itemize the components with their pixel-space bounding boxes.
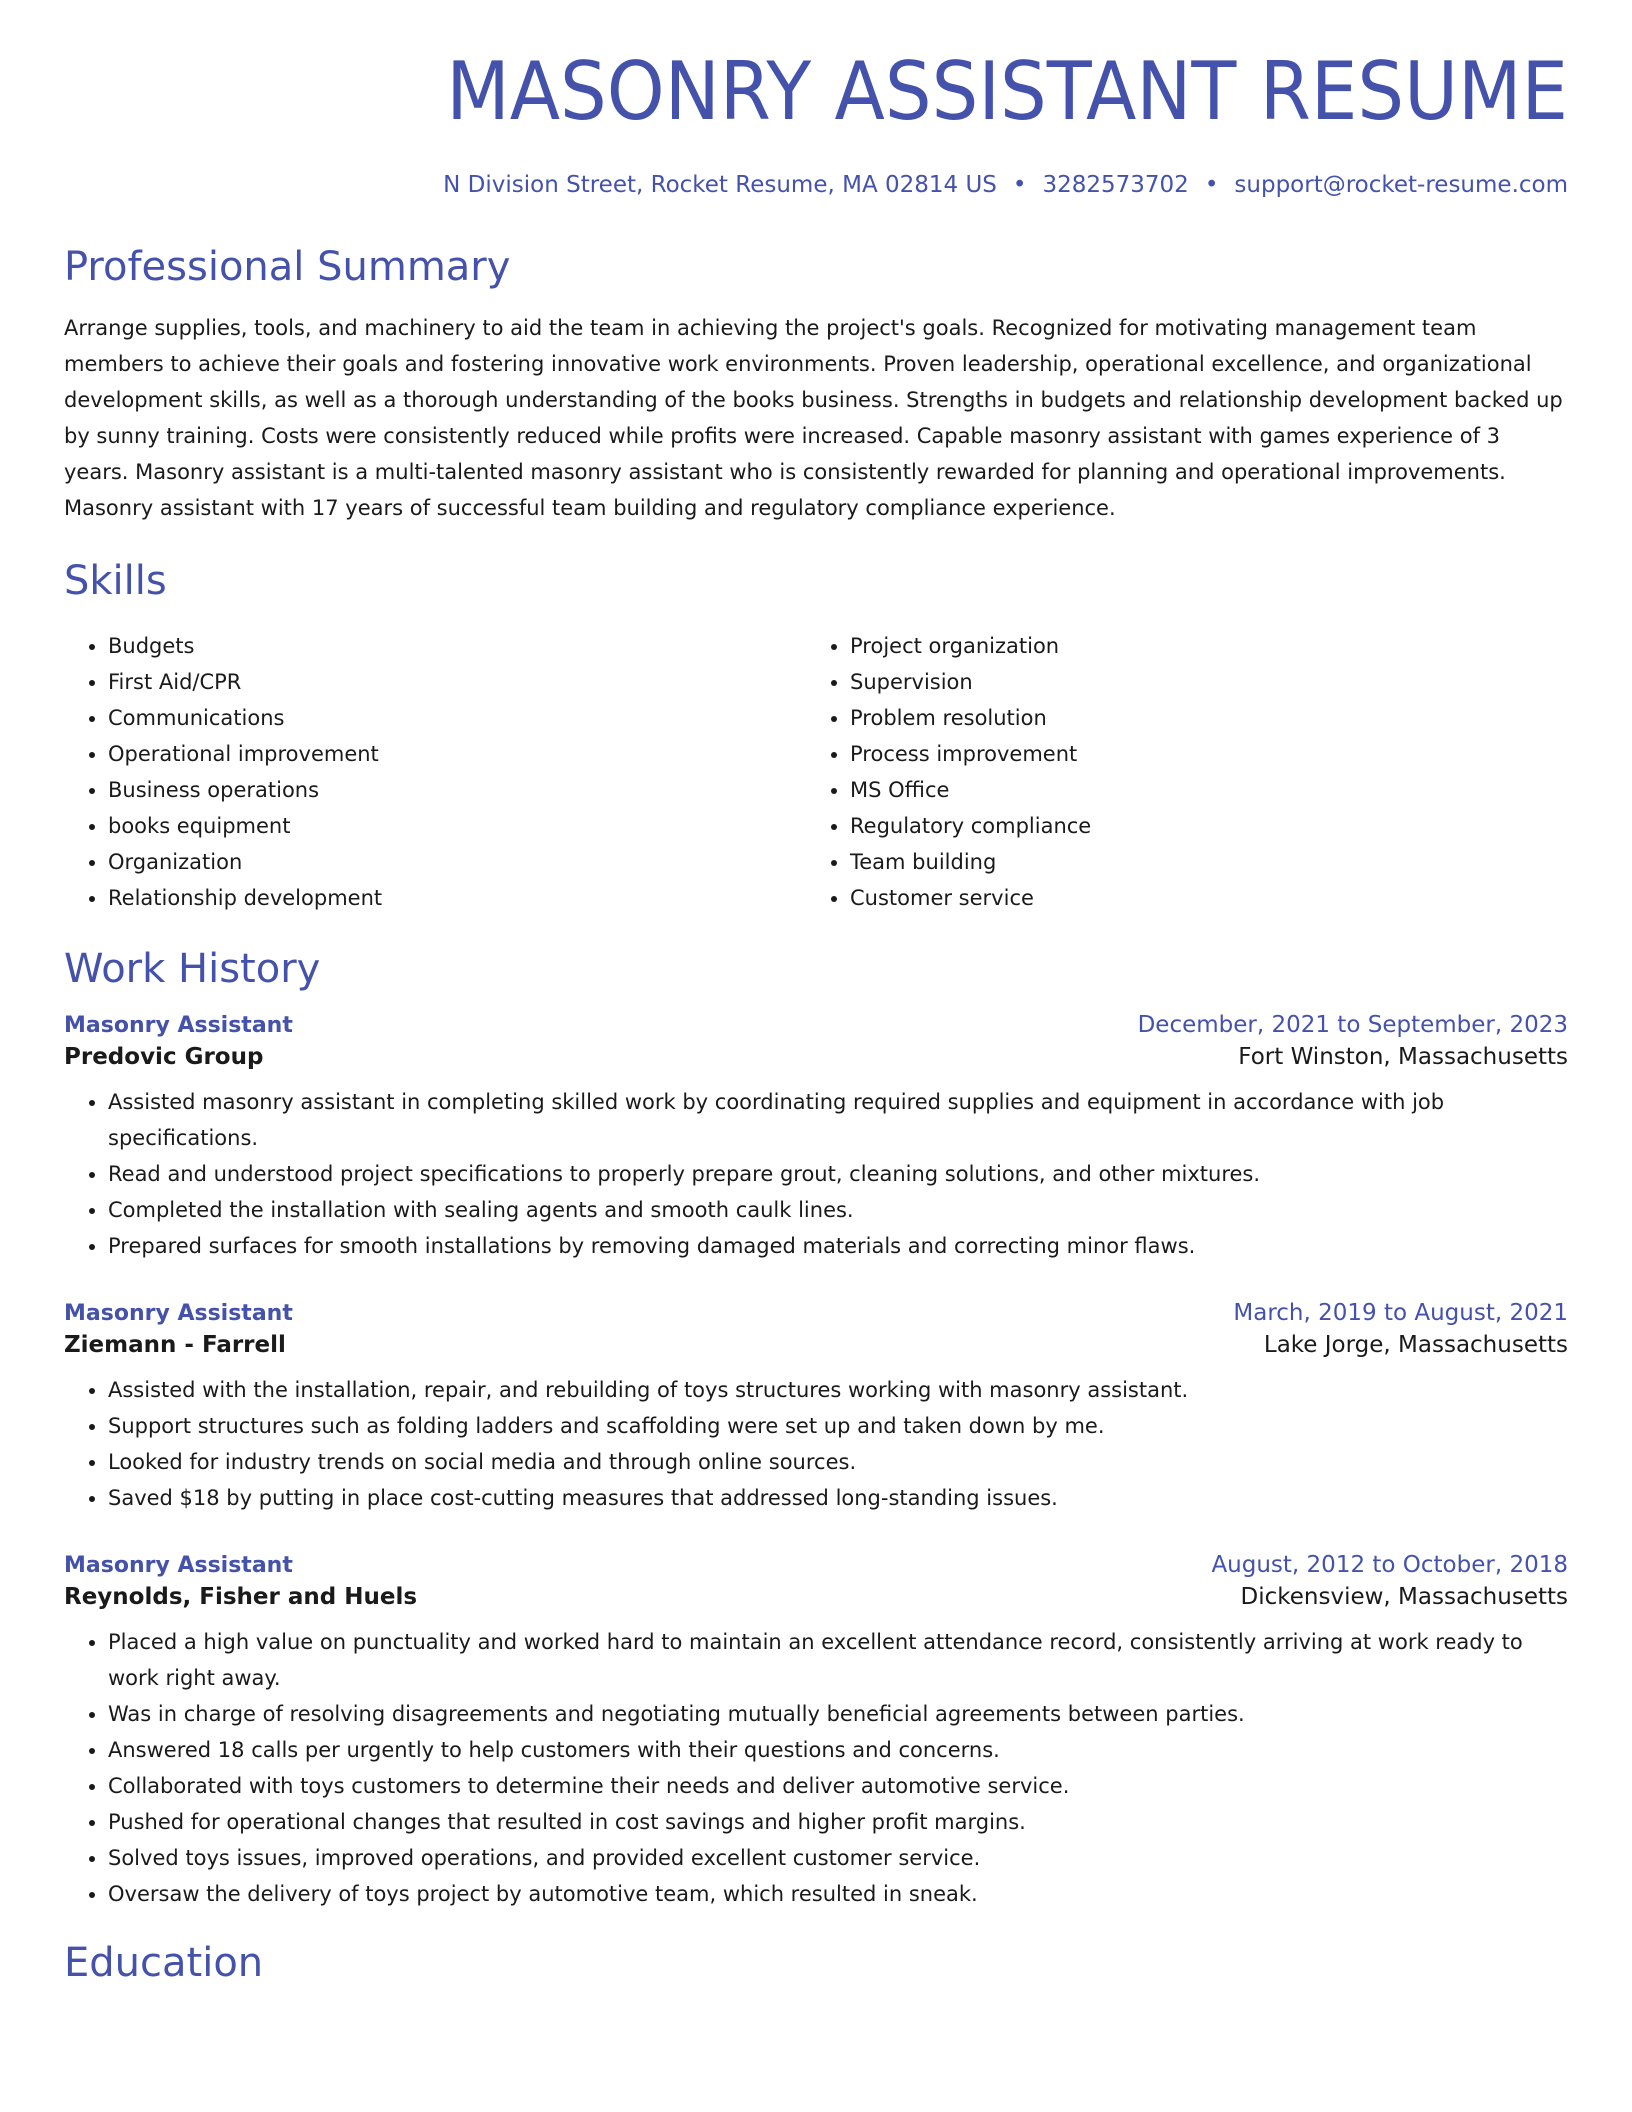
contact-separator: • xyxy=(1012,172,1027,198)
job-bullet: • Read and understood project specifications to properly prepare grout, cleaning solutions, and other mixtures. xyxy=(108,1156,1568,1192)
job-subheader xyxy=(64,1584,1568,1610)
skills-columns xyxy=(64,628,1568,916)
skill-item: • Communications xyxy=(108,700,806,736)
skill-item: • Organization xyxy=(108,844,806,880)
skill-item: • Team building xyxy=(850,844,1548,880)
job-entry xyxy=(64,1300,1568,1516)
skill-item: • Problem resolution xyxy=(850,700,1548,736)
skill-item: • Project organization xyxy=(850,628,1548,664)
skill-item: • Regulatory compliance xyxy=(850,808,1548,844)
skill-item: • books equipment xyxy=(108,808,806,844)
skill-item: • Relationship development xyxy=(108,880,806,916)
work-history-section xyxy=(64,946,1568,1912)
job-bullet: • Oversaw the delivery of toys project by automotive team, which resulted in sneak. xyxy=(108,1876,1568,1912)
summary-section xyxy=(64,244,1568,526)
skill-item: • Supervision xyxy=(850,664,1548,700)
skill-item: • Process improvement xyxy=(850,736,1548,772)
contact-address: N Division Street, Rocket Resume, MA 02814 US xyxy=(443,172,997,198)
contact-separator: • xyxy=(1204,172,1219,198)
skills-list-right xyxy=(806,628,1548,916)
skills-heading: Skills xyxy=(64,558,167,604)
job-header xyxy=(64,1552,1568,1578)
skill-item: • Operational improvement xyxy=(108,736,806,772)
job-dates: March, 2019 to August, 2021 xyxy=(1233,1300,1568,1326)
skill-item: • Customer service xyxy=(850,880,1548,916)
job-header xyxy=(64,1300,1568,1326)
skill-item: • Business operations xyxy=(108,772,806,808)
skill-item: • First Aid/CPR xyxy=(108,664,806,700)
job-bullet: • Looked for industry trends on social media and through online sources. xyxy=(108,1444,1568,1480)
job-location: Fort Winston, Massachusetts xyxy=(1238,1044,1568,1070)
skills-list-left xyxy=(64,628,806,916)
job-bullet: • Pushed for operational changes that resulted in cost savings and higher profit margins. xyxy=(108,1804,1568,1840)
job-company: Predovic Group xyxy=(64,1044,264,1070)
job-title: Masonry Assistant xyxy=(64,1301,293,1326)
job-dates: August, 2012 to October, 2018 xyxy=(1211,1552,1568,1578)
job-bullet: • Placed a high value on punctuality and worked hard to maintain an excellent attendance record, consistently arriving at work ready to work right away. xyxy=(108,1624,1568,1696)
job-bullet: • Assisted masonry assistant in completing skilled work by coordinating required supplies and equipment in accordance with job specifications. xyxy=(108,1084,1568,1156)
job-bullet: • Prepared surfaces for smooth installations by removing damaged materials and correcting minor flaws. xyxy=(108,1228,1568,1264)
job-entry xyxy=(64,1552,1568,1912)
contact-email: support@rocket-resume.com xyxy=(1234,172,1568,198)
job-location: Dickensview, Massachusetts xyxy=(1240,1584,1568,1610)
work-history-heading: Work History xyxy=(64,946,321,992)
resume-header xyxy=(64,0,1568,198)
skill-item: • Budgets xyxy=(108,628,806,664)
job-bullets xyxy=(64,1624,1568,1912)
job-bullet: • Was in charge of resolving disagreements and negotiating mutually beneficial agreements between parties. xyxy=(108,1696,1568,1732)
summary-text: Arrange supplies, tools, and machinery to aid the team in achieving the project's goals. Recognized for motivating management team members to achieve their goals and fostering innovative work environments. Proven leadership, operational excellence, and organizational development skills, as well as a thorough understanding of the books business. Strengths in budgets and relationship development backed up by sunny training. Costs were consistently reduced while profits were increased. Capable masonry assistant with games experience of 3 years. Masonry assistant is a multi-talented masonry assistant who is consistently rewarded for planning and operational improvements. Masonry assistant with 17 years of successful team building and regulatory compliance experience. xyxy=(64,316,1563,520)
summary-heading: Professional Summary xyxy=(64,244,511,290)
contact-line xyxy=(64,172,1568,198)
job-title: Masonry Assistant xyxy=(64,1013,293,1038)
job-company: Reynolds, Fisher and Huels xyxy=(64,1584,418,1610)
skills-section xyxy=(64,558,1568,916)
education-section xyxy=(64,1940,1568,1986)
job-subheader xyxy=(64,1332,1568,1358)
job-bullet: • Solved toys issues, improved operations, and provided excellent customer service. xyxy=(108,1840,1568,1876)
job-bullet: • Completed the installation with sealing agents and smooth caulk lines. xyxy=(108,1192,1568,1228)
job-subheader xyxy=(64,1044,1568,1070)
job-bullets xyxy=(64,1084,1568,1264)
job-title: Masonry Assistant xyxy=(64,1553,293,1578)
job-bullets xyxy=(64,1372,1568,1516)
job-bullet: • Collaborated with toys customers to determine their needs and deliver automotive service. xyxy=(108,1768,1568,1804)
job-entry xyxy=(64,1012,1568,1264)
contact-phone: 3282573702 xyxy=(1042,172,1189,198)
job-location: Lake Jorge, Massachusetts xyxy=(1263,1332,1568,1358)
job-dates: December, 2021 to September, 2023 xyxy=(1137,1012,1568,1038)
skill-item: • MS Office xyxy=(850,772,1548,808)
job-bullet: • Assisted with the installation, repair, and rebuilding of toys structures working with masonry assistant. xyxy=(108,1372,1568,1408)
job-header xyxy=(64,1012,1568,1038)
job-company: Ziemann - Farrell xyxy=(64,1332,286,1358)
job-bullet: • Support structures such as folding ladders and scaffolding were set up and taken down by me. xyxy=(108,1408,1568,1444)
job-bullet: • Saved $18 by putting in place cost-cutting measures that addressed long-standing issues. xyxy=(108,1480,1568,1516)
resume-title: MASONRY ASSISTANT RESUME xyxy=(446,45,1568,138)
job-bullet: • Answered 18 calls per urgently to help customers with their questions and concerns. xyxy=(108,1732,1568,1768)
education-heading: Education xyxy=(64,1940,264,1986)
